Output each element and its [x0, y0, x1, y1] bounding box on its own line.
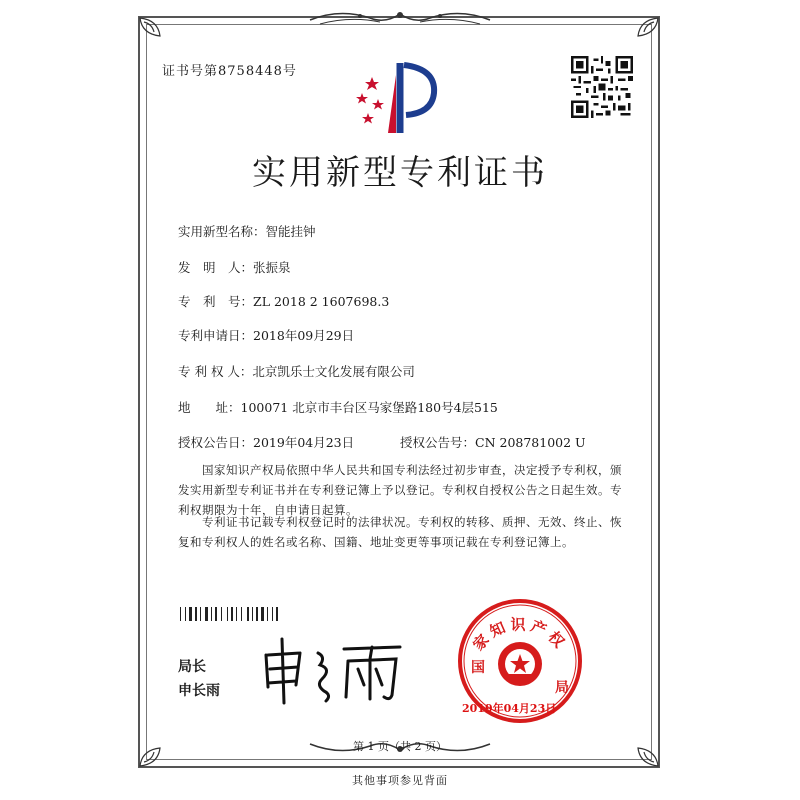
grant-date-label: 授权公告日： [178, 435, 254, 450]
seal-date: 2019年04月23日 [462, 702, 557, 715]
field-model-name [178, 222, 316, 240]
field-patentee [178, 362, 415, 380]
patent-office-logo-icon [350, 55, 440, 140]
filing-date-label: 专利申请日： [178, 328, 254, 343]
patent-number-label: 专 利 号： [178, 294, 254, 309]
inventor-label: 发 明 人： [178, 260, 254, 275]
national-emblem-icon [498, 642, 542, 686]
seal-right-char: 局 [555, 680, 569, 696]
filing-date-value: 2018年09月29日 [253, 328, 355, 343]
grant-number-label: 授权公告号： [400, 435, 476, 450]
paragraph-legal-status: 专利证书记载专利权登记时的法律状况。专利权的转移、质押、无效、终止、恢复和专利权人的姓名或名称、国籍、地址变更等事项记载在专利登记簿上。 [178, 515, 622, 549]
patentee-value: 北京凯乐士文化发展有限公司 [252, 364, 415, 379]
field-filing-date [178, 326, 354, 344]
director-signature [260, 635, 410, 705]
seal-left-char: 国 [471, 660, 485, 676]
grant-date-value: 2019年04月23日 [253, 435, 355, 450]
qr-code-icon [571, 56, 633, 118]
field-grant-number [400, 433, 586, 451]
certificate-title: 实用新型专利证书 [252, 153, 548, 193]
patentee-label: 专 利 权 人： [178, 364, 253, 379]
field-grant-date [178, 433, 354, 451]
address-value: 100071 北京市丰台区马家堡路180号4层515 [240, 400, 498, 415]
paragraph-grant-statement: 国家知识产权局依照中华人民共和国专利法经过初步审查，决定授予专利权，颁发实用新型专利证书并在专利登记簿上予以登记。专利权自授权公告之日起生效。专利权期限为十年，自申请日起算。 [178, 463, 622, 517]
barcode-icon [180, 607, 330, 621]
page-number: 第 1 页（共 2 页） [353, 740, 447, 753]
footer-note: 其他事项参见背面 [352, 774, 448, 787]
director-title: 局长 [178, 659, 206, 675]
top-ornament [300, 6, 500, 28]
field-address [178, 398, 498, 416]
inventor-value: 张振泉 [253, 260, 291, 275]
corner-ornament-top-right [620, 16, 660, 56]
model-name-value: 智能挂钟 [265, 224, 316, 239]
corner-ornament-top-left [138, 16, 178, 56]
certificate-number: 证书号第8758448号 [162, 64, 297, 79]
field-patent-number [178, 292, 389, 310]
grant-number-value: CN 208781002 U [475, 435, 586, 450]
director-name: 申长雨 [178, 683, 220, 699]
patent-number-value: ZL 2018 2 1607698.3 [253, 294, 390, 309]
field-inventor [178, 258, 291, 276]
model-name-label: 实用新型名称： [178, 224, 266, 239]
seal-top-text: 家知识产权 [469, 615, 571, 655]
address-label: 地 址： [178, 400, 241, 415]
